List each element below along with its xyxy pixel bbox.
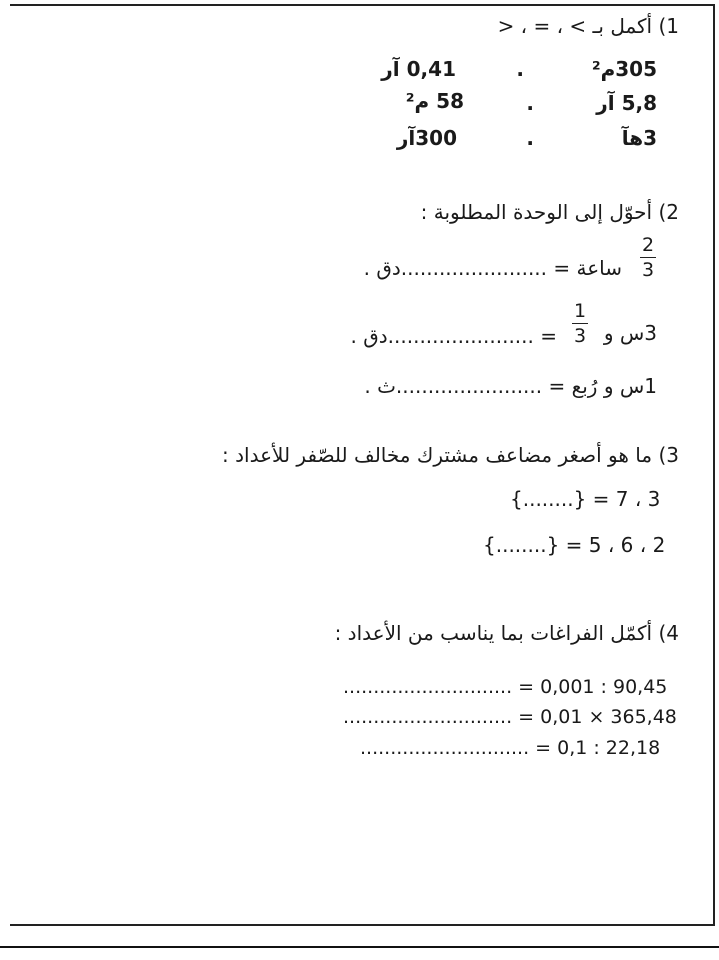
q1-row3-dot: . (526, 126, 534, 150)
q2-line3-text: 1س و رُبع = .......................ث . (364, 374, 657, 398)
q1-heading: 1) أكمل بـ > ، = ، < (497, 14, 679, 38)
q4-heading: 4) أكمّل الفراغات بما يناسب من الأعداد : (334, 621, 679, 645)
q2-fraction-2 (570, 300, 590, 347)
q3-heading: 3) ما هو أصغر مضاعف مشترك مخالف للصّفر للأعداد : (222, 443, 679, 467)
q3-line1: {........} = 7 ، 3 (510, 487, 661, 511)
q1-row1-dot: . (516, 57, 524, 81)
q4-line3: ............................ = 0,1 : 22,18 (360, 737, 661, 759)
q3-line2: {........} = 5 ، 6 ، 2 (483, 533, 666, 557)
q1-row1-right: 0,41 آر (381, 57, 456, 81)
q2-line2-prefix: 3س و (603, 321, 657, 345)
q2-line1-text: ساعة = .......................دق . (363, 256, 622, 280)
q1-row2-right: 58 م² (405, 89, 464, 113)
q2-fraction-1 (638, 234, 658, 281)
fraction-bar (572, 323, 588, 324)
fraction-bar (640, 257, 656, 258)
q2-fraction-1-denominator: 3 (641, 259, 655, 281)
q2-fraction-1-numerator: 2 (641, 234, 655, 256)
q1-row1-left: 305م² (591, 57, 657, 81)
q2-fraction-2-denominator: 3 (573, 325, 587, 347)
q1-row2-left: 5,8 آر (596, 91, 657, 115)
q4-line2: ............................ = 0,01 × 365,48 (343, 706, 677, 728)
q4-line1: ............................ = 0,001 : 90,45 (343, 676, 668, 698)
q2-fraction-2-numerator: 1 (573, 300, 587, 322)
q2-heading: 2) أحوّل إلى الوحدة المطلوبة : (420, 200, 679, 224)
q2-line2-text: = .......................دق . (350, 324, 557, 348)
q1-row2-dot: . (526, 91, 534, 115)
q1-row3-left: 3هآ (621, 126, 657, 150)
q1-row3-right: 300آر (396, 126, 457, 150)
bottom-rule (0, 946, 719, 948)
